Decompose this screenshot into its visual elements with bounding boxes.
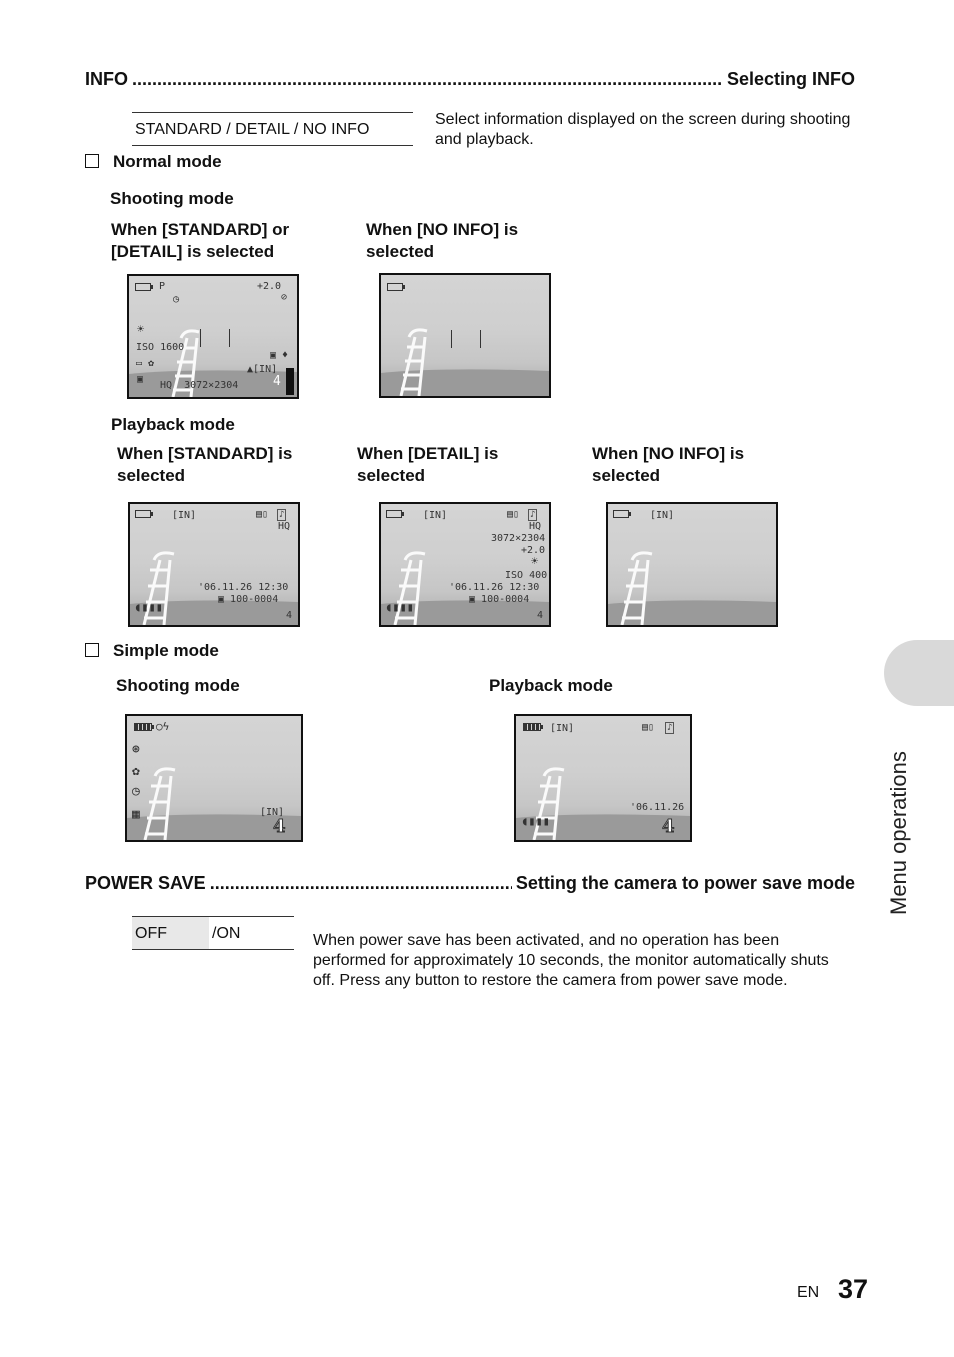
battery-icon	[135, 510, 151, 518]
battery-icon	[523, 723, 541, 731]
iso-value: ISO 400	[505, 570, 548, 581]
resolution: 3072×2304	[184, 380, 239, 391]
shooting-mode-indicator: P	[159, 281, 166, 292]
memory-indicator: ▲[IN]	[247, 364, 278, 375]
screen-playback-no-info	[606, 502, 778, 627]
screen-playback-standard	[128, 502, 300, 627]
sound-icon: ♪	[279, 510, 285, 520]
info-options: STANDARD / DETAIL / NO INFO	[135, 121, 370, 138]
simple-mode-heading	[85, 640, 219, 662]
playback-mode-heading: Playback mode	[111, 415, 235, 434]
language-label: EN	[797, 1284, 820, 1301]
battery-icon	[135, 283, 151, 291]
image-quality: HQ	[529, 521, 542, 532]
power-save-heading-title: Setting the camera to power save mode	[515, 873, 855, 893]
memory-label: [IN]	[550, 723, 575, 734]
page-number: 37	[838, 1274, 869, 1304]
memory-label: [IN]	[260, 807, 285, 818]
battery-icon	[613, 510, 629, 518]
caption-playback-detail: When [DETAIL] is selected	[357, 444, 499, 485]
print-protect-icon: ▤▯	[256, 509, 269, 520]
print-protect-icon: ▤▯	[642, 722, 655, 733]
white-balance-icon: ☀	[531, 554, 539, 568]
option-off: OFF	[132, 917, 209, 949]
simple-shooting-heading: Shooting mode	[116, 676, 240, 695]
frames-remaining: 4	[273, 816, 286, 837]
beach-chair-illustration	[608, 504, 776, 625]
option-on: /ON	[212, 925, 241, 942]
screen-simple-playback	[514, 714, 692, 842]
macro-icon: ✿	[132, 764, 140, 779]
memory-label: [IN]	[650, 510, 675, 521]
simple-playback-heading: Playback mode	[489, 676, 613, 695]
print-protect-icon: ▤▯	[507, 509, 520, 520]
resolution: 3072×2304	[491, 533, 546, 544]
normal-mode-heading	[85, 151, 222, 173]
flash-off-icon: ⊘	[281, 292, 288, 303]
screen-playback-detail	[379, 502, 551, 627]
caption-playback-standard: When [STANDARD] is selected	[117, 444, 293, 485]
dot-leader	[132, 69, 723, 90]
caption-playback-no-info: When [NO INFO] is selected	[592, 444, 745, 485]
memory-label: [IN]	[172, 510, 197, 521]
image-quality: HQ	[278, 521, 291, 532]
date: '06.11.26	[630, 802, 685, 813]
date-time: '06.11.26 12:30	[198, 582, 289, 593]
volume-icon: ◖▮▮▮	[521, 814, 550, 828]
flash-mode-icon: ⊛	[132, 742, 140, 757]
power-save-description: When power save has been activated, and no operation has been performed for approximately 10 seconds, the monitor automatically shuts off. Press any button to restore the camera from power save mode.	[313, 932, 829, 989]
side-tab-marker	[884, 640, 954, 706]
self-timer-icon: ◷	[132, 784, 140, 799]
file-number-indicator: ▣ 100-0004	[469, 594, 530, 605]
dot-leader	[210, 873, 512, 894]
screen-shooting-no-info	[379, 273, 551, 398]
memory-label: [IN]	[423, 510, 448, 521]
metering-icon: ▣	[137, 374, 144, 385]
info-description: Select information displayed on the screen during shooting and playback.	[435, 111, 851, 148]
power-save-heading	[85, 873, 855, 894]
sound-icon: ♪	[667, 723, 673, 733]
frame-number: 4	[286, 610, 293, 621]
battery-icon	[387, 283, 403, 291]
caption-standard-detail: When [STANDARD] or [DETAIL] is selected	[111, 220, 290, 261]
stabilizer-voice-icon: ▣ ♦	[270, 350, 289, 361]
record-flash-icon: ○ϟ	[156, 720, 170, 733]
frame-number: 4	[537, 610, 544, 621]
power-save-options-table	[132, 916, 294, 950]
white-balance-icon: ☀	[137, 322, 145, 336]
caption-no-info-shooting: When [NO INFO] is selected	[366, 220, 519, 261]
image-quality-resolution	[160, 380, 238, 391]
frames-remaining: 4	[273, 374, 281, 389]
file-number: 100-0004	[481, 594, 530, 605]
screen-simple-shooting	[125, 714, 303, 842]
file-number: 100-0004	[230, 594, 279, 605]
info-heading	[85, 69, 855, 90]
exposure-compensation: +2.0	[521, 545, 546, 556]
image-quality: HQ	[160, 380, 173, 391]
simple-mode-label: Simple mode	[113, 641, 219, 660]
volume-icon: ◖▮▮▮	[134, 600, 163, 614]
sound-icon: ♪	[530, 510, 536, 520]
iso-value: ISO 1600	[136, 342, 185, 353]
drive-macro-icon: ▭ ✿	[136, 358, 155, 369]
info-heading-label: INFO	[85, 69, 128, 89]
frame-number: 4	[662, 816, 675, 837]
shooting-mode-heading: Shooting mode	[110, 189, 234, 208]
normal-mode-label: Normal mode	[113, 152, 222, 171]
volume-icon: ◖▮▮▮	[385, 600, 414, 614]
memory-label: [IN]	[253, 364, 278, 375]
side-section-label: Menu operations	[886, 751, 911, 915]
checkbox-icon	[85, 643, 99, 657]
af-target-mark	[200, 329, 230, 347]
exposure-compensation: +2.0	[257, 281, 282, 292]
screen-shooting-standard	[127, 274, 299, 399]
self-timer-icon: ◷	[173, 294, 180, 305]
info-options-table	[132, 112, 413, 146]
af-target-mark	[451, 330, 481, 348]
power-save-heading-label: POWER SAVE	[85, 873, 206, 893]
info-heading-title: Selecting INFO	[726, 69, 855, 89]
battery-icon	[134, 723, 152, 731]
file-number-indicator: ▣ 100-0004	[218, 594, 279, 605]
image-size-icon: ▦	[132, 807, 140, 822]
battery-icon	[386, 510, 402, 518]
memory-gauge	[286, 368, 294, 395]
date-time: '06.11.26 12:30	[449, 582, 540, 593]
checkbox-icon	[85, 154, 99, 168]
